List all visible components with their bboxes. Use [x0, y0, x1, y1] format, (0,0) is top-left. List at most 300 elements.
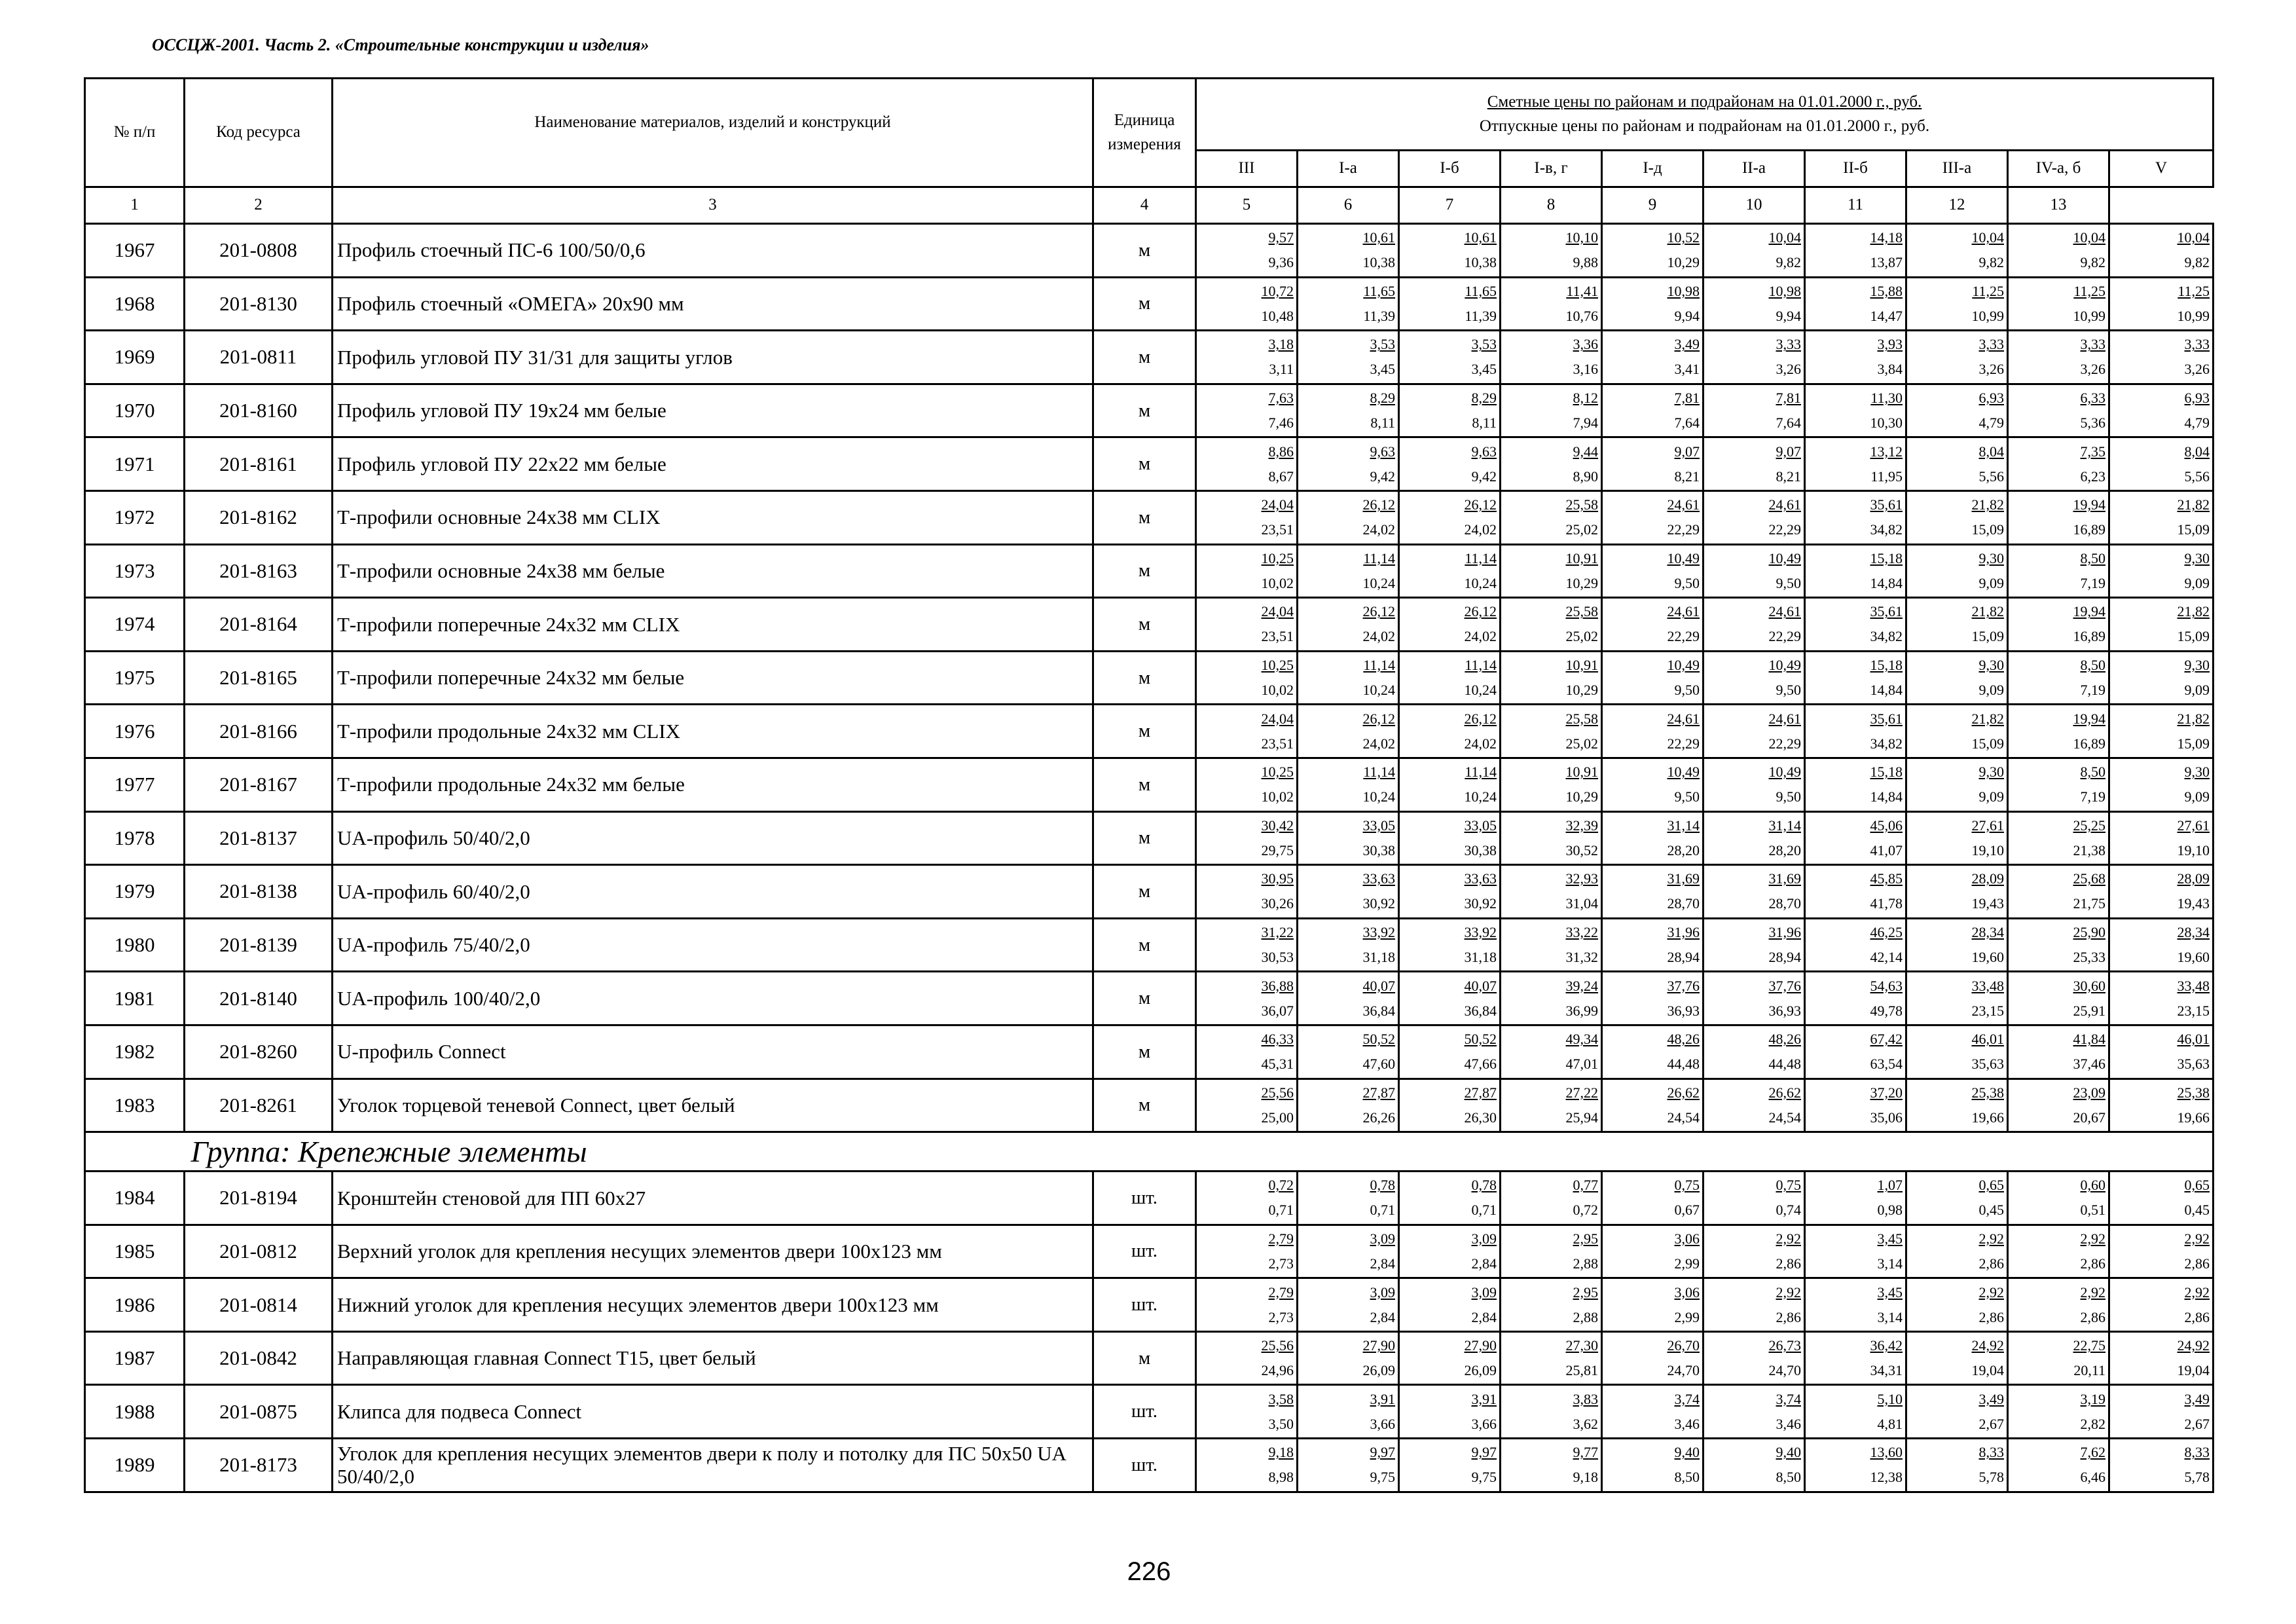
region-header: I-в, г [1501, 151, 1602, 187]
estimate-price: 10,91 [1565, 549, 1598, 566]
release-price: 30,38 [1464, 841, 1497, 858]
resource-code: 201-8137 [185, 811, 333, 865]
estimate-price: 10,91 [1565, 764, 1598, 781]
unit-cell: м [1093, 972, 1196, 1025]
release-price: 20,11 [2073, 1362, 2105, 1379]
estimate-price: 11,25 [2073, 282, 2105, 299]
price-cell [1298, 224, 1399, 278]
table-row [85, 1079, 2214, 1132]
estimate-price: 0,60 [2080, 1177, 2105, 1194]
resource-code: 201-8161 [185, 437, 333, 491]
price-cell [1704, 918, 1805, 972]
estimate-price: 48,26 [1667, 1031, 1700, 1048]
estimate-price: 10,98 [1768, 282, 1801, 299]
price-cell [1399, 437, 1501, 491]
row-number: 1988 [85, 1385, 185, 1439]
unit-cell: шт. [1093, 1278, 1196, 1332]
material-name: UA-профиль 100/40/2,0 [333, 972, 1093, 1025]
table-row [85, 1172, 2214, 1225]
release-price: 9,82 [2080, 254, 2105, 271]
price-cell [1501, 1025, 1602, 1079]
price-cell [1399, 544, 1501, 598]
table-row [85, 277, 2214, 331]
release-price: 23,15 [2177, 1002, 2210, 1019]
release-price: 19,10 [2177, 841, 2210, 858]
release-price: 16,89 [2073, 521, 2105, 538]
price-cell [1704, 1331, 1805, 1385]
estimate-price: 24,61 [1667, 496, 1700, 513]
estimate-price: 33,63 [1464, 870, 1497, 887]
estimate-price: 2,95 [1573, 1230, 1598, 1247]
release-price: 28,70 [1667, 895, 1700, 912]
price-cell [2109, 865, 2214, 919]
price-cell [2008, 277, 2109, 331]
estimate-price: 9,57 [1268, 229, 1294, 246]
price-cell [1602, 384, 1704, 437]
estimate-price: 2,92 [2080, 1283, 2105, 1301]
estimate-price: 31,96 [1667, 924, 1700, 941]
estimate-price: 32,93 [1565, 870, 1598, 887]
release-price: 35,06 [1870, 1109, 1903, 1126]
price-cell [2109, 918, 2214, 972]
price-cell [1399, 1025, 1501, 1079]
estimate-price: 3,74 [1776, 1390, 1801, 1407]
price-cell [1298, 1439, 1399, 1492]
estimate-price: 48,26 [1768, 1031, 1801, 1048]
release-price: 14,47 [1870, 307, 1903, 324]
price-cell [1298, 918, 1399, 972]
price-cell [1298, 331, 1399, 384]
estimate-price: 33,05 [1362, 817, 1395, 834]
estimate-price: 21,82 [2177, 496, 2210, 513]
estimate-price: 26,12 [1464, 710, 1497, 727]
estimate-price: 32,39 [1565, 817, 1598, 834]
price-cell [1298, 490, 1399, 544]
price-cell [1501, 598, 1602, 652]
price-cell [1906, 544, 2008, 598]
table-row [85, 1385, 2214, 1439]
row-number: 1967 [85, 224, 185, 278]
price-cell [1196, 918, 1298, 972]
estimate-price: 3,93 [1877, 336, 1903, 353]
price-cell [1704, 331, 1805, 384]
release-price: 21,75 [2073, 895, 2105, 912]
price-cell [1602, 651, 1704, 705]
estimate-price: 33,48 [2177, 977, 2210, 994]
estimate-price: 0,77 [1573, 1177, 1598, 1194]
release-price: 10,24 [1464, 574, 1497, 591]
material-name: Т-профили продольные 24х32 мм белые [333, 758, 1093, 811]
estimate-price: 27,61 [1971, 817, 2004, 834]
release-price: 14,84 [1870, 574, 1903, 591]
unit-cell: м [1093, 1331, 1196, 1385]
estimate-price: 27,30 [1565, 1337, 1598, 1354]
price-cell [1501, 1331, 1602, 1385]
price-cell [2109, 1172, 2214, 1225]
estimate-price: 10,04 [2073, 229, 2105, 246]
release-price: 0,71 [1471, 1202, 1497, 1219]
price-cell [1805, 1225, 1906, 1278]
estimate-price: 3,33 [2080, 336, 2105, 353]
estimate-price: 3,18 [1268, 336, 1294, 353]
release-price: 3,84 [1877, 361, 1903, 378]
price-cell [1196, 1079, 1298, 1132]
row-number: 1987 [85, 1331, 185, 1385]
estimate-price: 3,49 [1674, 336, 1700, 353]
estimate-price: 54,63 [1870, 977, 1903, 994]
estimate-price: 50,52 [1464, 1031, 1497, 1048]
price-cell [1196, 1439, 1298, 1492]
release-price: 3,14 [1877, 1255, 1903, 1272]
price-cell [1906, 277, 2008, 331]
estimate-price: 2,95 [1573, 1283, 1598, 1301]
estimate-price: 31,69 [1667, 870, 1700, 887]
row-number: 1986 [85, 1278, 185, 1332]
unit-cell: шт. [1093, 1385, 1196, 1439]
price-cell [2008, 918, 2109, 972]
release-price: 23,51 [1261, 628, 1294, 645]
estimate-price: 9,77 [1573, 1444, 1598, 1461]
estimate-price: 7,62 [2080, 1444, 2105, 1461]
estimate-price: 15,18 [1870, 764, 1903, 781]
resource-code: 201-8162 [185, 490, 333, 544]
estimate-price: 15,18 [1870, 657, 1903, 674]
region-header: I-б [1399, 151, 1501, 187]
price-cell [2109, 1225, 2214, 1278]
release-price: 8,50 [1674, 1469, 1700, 1486]
price-cell [1602, 598, 1704, 652]
price-cell [1906, 758, 2008, 811]
resource-code: 201-0811 [185, 331, 333, 384]
unit-cell: м [1093, 544, 1196, 598]
release-price: 3,16 [1573, 361, 1598, 378]
release-price: 30,52 [1565, 841, 1598, 858]
price-cell [2109, 1439, 2214, 1492]
release-price: 30,38 [1362, 841, 1395, 858]
estimate-price: 0,75 [1674, 1177, 1700, 1194]
table-row [85, 758, 2214, 811]
release-price: 3,46 [1776, 1415, 1801, 1432]
estimate-price: 9,63 [1471, 443, 1497, 460]
estimate-price: 22,75 [2073, 1337, 2105, 1354]
table-body-fasteners [85, 1172, 2214, 1492]
price-cell [1501, 1385, 1602, 1439]
release-price: 5,78 [2184, 1469, 2210, 1486]
price-cell [2109, 598, 2214, 652]
release-price: 8,98 [1268, 1469, 1294, 1486]
estimate-price: 0,72 [1268, 1177, 1294, 1194]
release-price: 9,88 [1573, 254, 1598, 271]
release-price: 0,71 [1268, 1202, 1294, 1219]
release-price: 9,42 [1471, 468, 1497, 485]
release-price: 19,43 [2177, 895, 2210, 912]
estimate-price: 50,52 [1362, 1031, 1395, 1048]
resource-code: 201-8165 [185, 651, 333, 705]
price-cell [1805, 705, 1906, 758]
price-cell [1805, 1331, 1906, 1385]
estimate-price: 25,58 [1565, 710, 1598, 727]
material-name: U-профиль Connect [333, 1025, 1093, 1079]
release-price: 14,84 [1870, 682, 1903, 699]
release-price: 10,24 [1362, 682, 1395, 699]
price-cell [1196, 1385, 1298, 1439]
price-cell [1196, 1225, 1298, 1278]
material-name: Профиль угловой ПУ 31/31 для защиты углов [333, 331, 1093, 384]
table-row [85, 384, 2214, 437]
row-number: 1981 [85, 972, 185, 1025]
price-cell [1602, 544, 1704, 598]
price-cell [1501, 1439, 1602, 1492]
estimate-price: 0,78 [1471, 1177, 1497, 1194]
region-header: II-а [1704, 151, 1805, 187]
price-cell [1602, 1025, 1704, 1079]
price-cell [1399, 1278, 1501, 1332]
release-price: 10,99 [2073, 307, 2105, 324]
release-price: 0,51 [2080, 1202, 2105, 1219]
estimate-price: 11,30 [1870, 390, 1903, 407]
release-price: 25,81 [1565, 1362, 1598, 1379]
row-number: 1970 [85, 384, 185, 437]
table-row [85, 1278, 2214, 1332]
release-price: 23,51 [1261, 521, 1294, 538]
price-cell [2109, 811, 2214, 865]
price-cell [1602, 1331, 1704, 1385]
release-price: 2,86 [1978, 1308, 2004, 1325]
price-cell [1298, 1025, 1399, 1079]
table-row [85, 490, 2214, 544]
estimate-price: 28,34 [2177, 924, 2210, 941]
release-price: 42,14 [1870, 949, 1903, 966]
estimate-price: 9,63 [1370, 443, 1395, 460]
release-price: 2,86 [2080, 1308, 2105, 1325]
release-price: 6,46 [2080, 1469, 2105, 1486]
table-row [85, 1331, 2214, 1385]
resource-code: 201-0808 [185, 224, 333, 278]
release-price: 24,02 [1464, 521, 1497, 538]
estimate-price: 21,82 [2177, 603, 2210, 620]
material-name: Уголок для крепления несущих элементов двери к полу и потолку для ПС 50х50 UA 50/40/2,0 [333, 1439, 1093, 1492]
estimate-price: 8,50 [2080, 764, 2105, 781]
price-cell [1602, 865, 1704, 919]
row-number: 1984 [85, 1172, 185, 1225]
release-price: 19,43 [1971, 895, 2004, 912]
estimate-price: 9,18 [1268, 1444, 1294, 1461]
release-price: 25,02 [1565, 628, 1598, 645]
estimate-price: 11,25 [2178, 282, 2210, 299]
price-cell [1501, 331, 1602, 384]
estimate-price: 11,14 [1465, 549, 1497, 566]
price-cell [1704, 705, 1805, 758]
price-cell [1805, 384, 1906, 437]
price-cell [1805, 1079, 1906, 1132]
price-cell [1501, 758, 1602, 811]
price-cell [1906, 705, 2008, 758]
estimate-price: 33,22 [1565, 924, 1598, 941]
price-cell [1399, 972, 1501, 1025]
estimate-price: 9,30 [2184, 549, 2210, 566]
release-price: 2,73 [1268, 1308, 1294, 1325]
price-cell [2109, 651, 2214, 705]
release-price: 2,86 [1978, 1255, 2004, 1272]
price-cell [2109, 437, 2214, 491]
release-price: 22,29 [1768, 521, 1801, 538]
price-cell [1501, 972, 1602, 1025]
price-cell [1399, 865, 1501, 919]
release-price: 41,07 [1870, 841, 1903, 858]
estimate-price: 0,65 [2184, 1177, 2210, 1194]
estimate-price: 24,61 [1667, 710, 1700, 727]
price-cell [1501, 811, 1602, 865]
price-cell [1906, 224, 2008, 278]
column-number-row [85, 187, 2214, 224]
release-price: 34,82 [1870, 521, 1903, 538]
estimate-price: 46,25 [1870, 924, 1903, 941]
release-price: 9,09 [1978, 788, 2004, 805]
estimate-price: 25,68 [2073, 870, 2105, 887]
table-row [85, 918, 2214, 972]
row-number: 1978 [85, 811, 185, 865]
estimate-price: 41,84 [2073, 1031, 2105, 1048]
estimate-price: 21,82 [2177, 710, 2210, 727]
estimate-price: 25,58 [1565, 603, 1598, 620]
resource-code: 201-0812 [185, 1225, 333, 1278]
estimate-price: 13,12 [1870, 443, 1903, 460]
region-header: I-д [1602, 151, 1704, 187]
row-number: 1977 [85, 758, 185, 811]
estimate-price: 30,95 [1261, 870, 1294, 887]
table-row [85, 598, 2214, 652]
estimate-price: 25,56 [1261, 1337, 1294, 1354]
group-label: Группа: Крепежные элементы [185, 1132, 2214, 1172]
price-cell [1298, 1225, 1399, 1278]
estimate-price: 21,82 [1971, 603, 2004, 620]
release-price: 3,26 [1978, 361, 2004, 378]
release-price: 10,02 [1261, 788, 1294, 805]
resource-code: 201-0814 [185, 1278, 333, 1332]
column-number: 8 [1501, 187, 1602, 224]
release-price: 10,29 [1667, 254, 1700, 271]
release-price: 36,84 [1362, 1002, 1395, 1019]
estimate-price: 15,88 [1870, 282, 1903, 299]
material-name: Т-профили поперечные 24х32 мм CLIX [333, 598, 1093, 652]
group-spacer [85, 1132, 185, 1172]
release-price: 3,66 [1471, 1415, 1497, 1432]
row-number: 1979 [85, 865, 185, 919]
release-price: 24,02 [1362, 628, 1395, 645]
resource-code: 201-8130 [185, 277, 333, 331]
release-price: 44,48 [1667, 1056, 1700, 1073]
release-price: 2,73 [1268, 1255, 1294, 1272]
price-cell [1704, 544, 1805, 598]
estimate-price: 36,42 [1870, 1337, 1903, 1354]
material-name: Т-профили основные 24х38 мм белые [333, 544, 1093, 598]
release-price: 31,18 [1464, 949, 1497, 966]
estimate-price: 9,07 [1674, 443, 1700, 460]
column-number: 5 [1196, 187, 1298, 224]
price-cell [1704, 651, 1805, 705]
estimate-price: 8,12 [1573, 390, 1598, 407]
region-header: V [2109, 151, 2214, 187]
price-cell [2109, 758, 2214, 811]
estimate-price: 37,76 [1768, 977, 1801, 994]
estimate-price: 31,69 [1768, 870, 1801, 887]
release-price: 49,78 [1870, 1002, 1903, 1019]
release-price: 10,99 [2177, 307, 2210, 324]
estimate-price: 25,90 [2073, 924, 2105, 941]
price-cell [1399, 811, 1501, 865]
price-cell [1196, 277, 1298, 331]
release-price: 9,18 [1573, 1469, 1598, 1486]
estimate-price: 31,14 [1667, 817, 1700, 834]
release-price: 36,93 [1667, 1002, 1700, 1019]
estimate-price: 0,65 [1978, 1177, 2004, 1194]
estimate-price: 3,91 [1370, 1390, 1395, 1407]
estimate-price: 21,82 [1971, 496, 2004, 513]
price-cell [1501, 224, 1602, 278]
release-price: 9,42 [1370, 468, 1395, 485]
price-cell [1805, 598, 1906, 652]
release-price: 36,84 [1464, 1002, 1497, 1019]
release-price: 63,54 [1870, 1056, 1903, 1073]
estimate-price: 11,14 [1363, 764, 1395, 781]
price-cell [2008, 598, 2109, 652]
price-cell [1196, 1278, 1298, 1332]
row-number: 1989 [85, 1439, 185, 1492]
price-cell [1602, 811, 1704, 865]
resource-code: 201-8166 [185, 705, 333, 758]
estimate-price: 24,61 [1768, 710, 1801, 727]
estimate-price: 3,53 [1370, 336, 1395, 353]
price-cell [1805, 1385, 1906, 1439]
price-cell [1704, 758, 1805, 811]
estimate-price: 24,92 [2177, 1337, 2210, 1354]
price-cell [1196, 1172, 1298, 1225]
release-price: 11,39 [1363, 307, 1395, 324]
price-cell [1906, 1278, 2008, 1332]
price-cell [1906, 1172, 2008, 1225]
price-cell [1399, 277, 1501, 331]
table-row [85, 865, 2214, 919]
price-cell [2109, 384, 2214, 437]
estimate-price: 19,94 [2073, 603, 2105, 620]
price-cell [1501, 384, 1602, 437]
estimate-price: 11,14 [1465, 657, 1497, 674]
release-price: 22,29 [1667, 628, 1700, 645]
price-cell [1501, 918, 1602, 972]
estimate-price: 33,48 [1971, 977, 2004, 994]
release-price: 24,70 [1768, 1362, 1801, 1379]
estimate-price: 33,92 [1362, 924, 1395, 941]
material-name: Т-профили продольные 24х32 мм CLIX [333, 705, 1093, 758]
estimate-price: 9,30 [1978, 764, 2004, 781]
header-prices-title-estimate: Сметные цены по районам и подрайонам на 01.01.2000 г., руб. [1487, 93, 1922, 111]
estimate-price: 2,92 [2184, 1230, 2210, 1247]
price-cell [1805, 918, 1906, 972]
price-cell [1906, 1385, 2008, 1439]
price-cell [1906, 331, 2008, 384]
release-price: 7,19 [2080, 682, 2105, 699]
release-price: 34,82 [1870, 735, 1903, 752]
price-cell [1602, 224, 1704, 278]
estimate-price: 3,74 [1674, 1390, 1700, 1407]
estimate-price: 3,36 [1573, 336, 1598, 353]
price-cell [1704, 1278, 1805, 1332]
release-price: 22,29 [1768, 628, 1801, 645]
release-price: 45,31 [1261, 1056, 1294, 1073]
row-number: 1969 [85, 331, 185, 384]
table-row [85, 331, 2214, 384]
price-cell [1704, 384, 1805, 437]
